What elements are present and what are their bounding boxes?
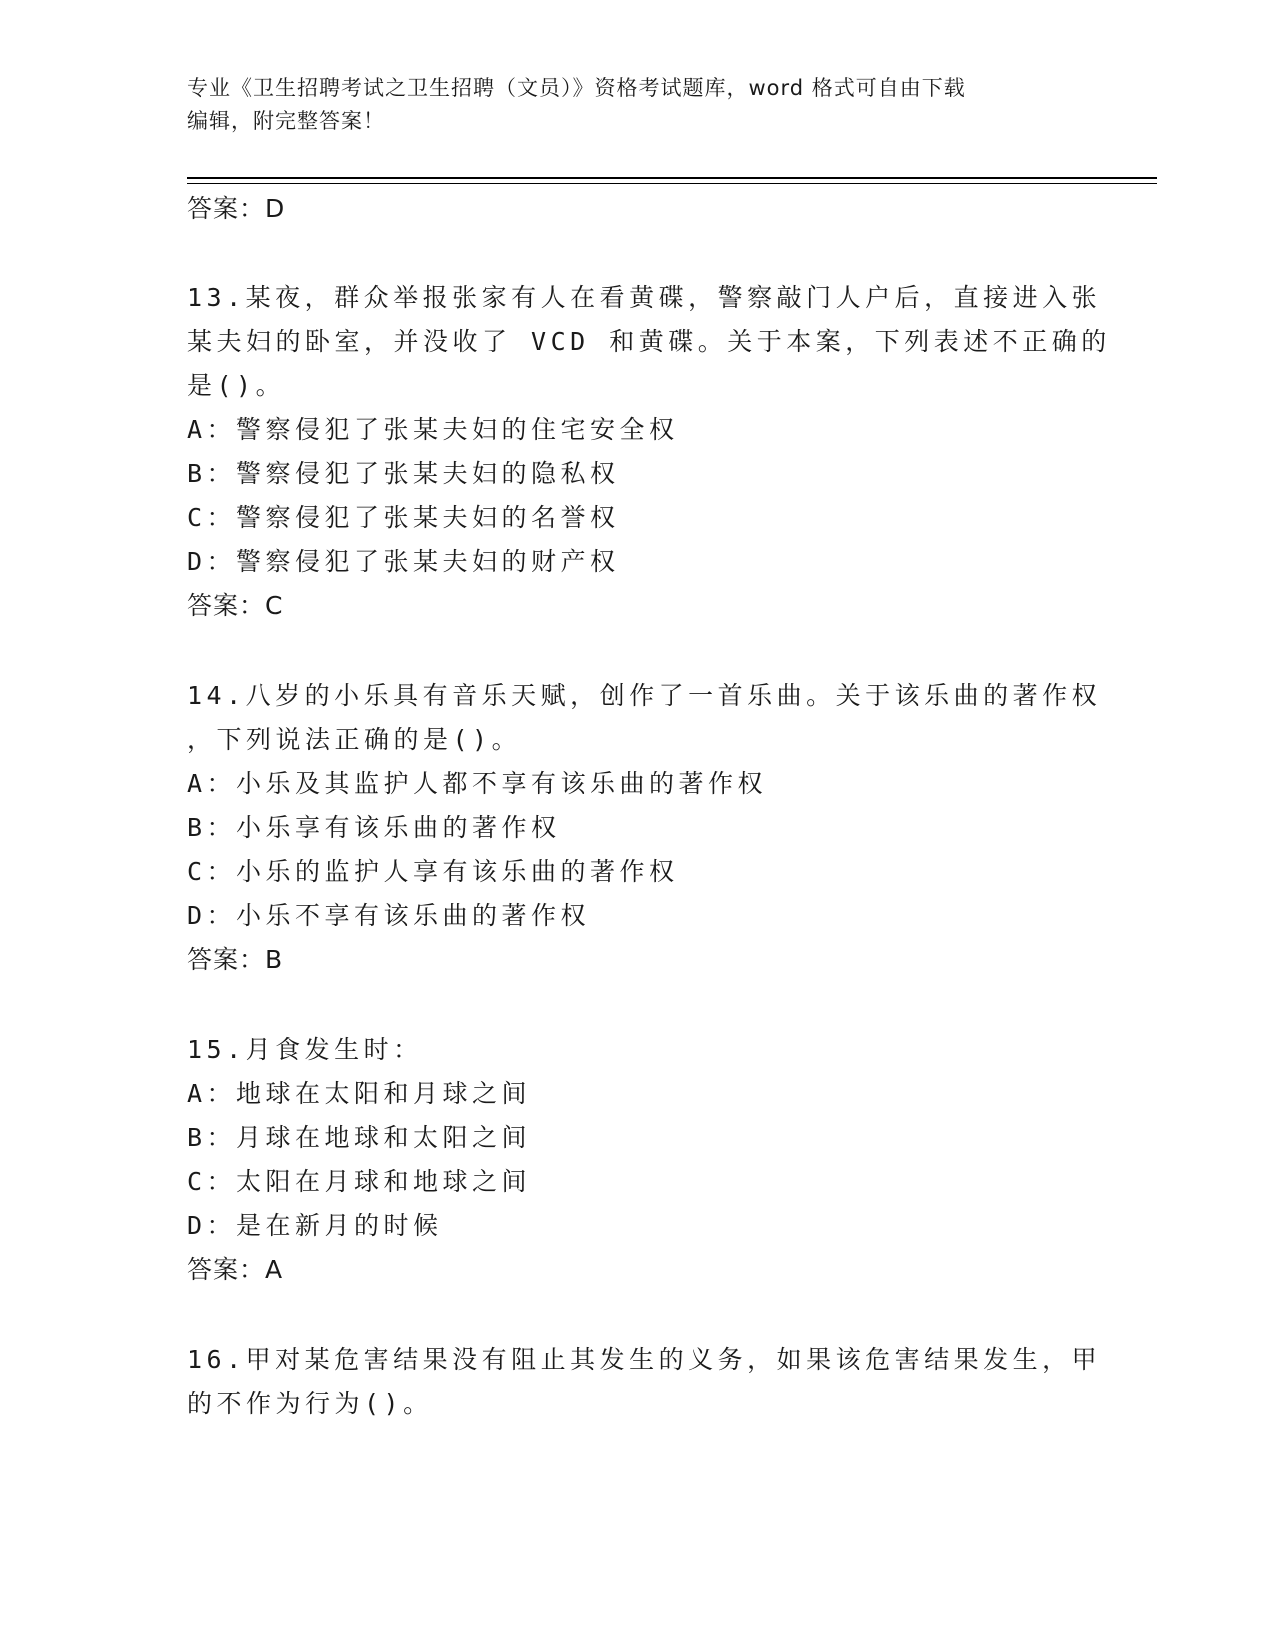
question-16-text-line-2: 的不作为行为()。 (187, 1389, 433, 1418)
question-14-text-line-1: 14.八岁的小乐具有音乐天赋，创作了一首乐曲。关于该乐曲的著作权 (187, 681, 1102, 710)
question-13-option-c: C：警察侵犯了张某夫妇的名誉权 (187, 503, 620, 532)
question-14-text-line-2: ，下列说法正确的是()。 (187, 725, 522, 754)
answer-12: 答案：D (187, 194, 286, 223)
question-13-answer: 答案：C (187, 591, 284, 620)
header-divider-thin (187, 183, 1157, 184)
question-15-option-a: A：地球在太阳和月球之间 (187, 1079, 532, 1108)
document-header (187, 72, 1067, 138)
question-15-option-b: B：月球在地球和太阳之间 (187, 1123, 532, 1152)
question-13-text-line-1: 13.某夜，群众举报张家有人在看黄碟，警察敲门人户后，直接进入张 (187, 283, 1102, 312)
question-13-option-b: B：警察侵犯了张某夫妇的隐私权 (187, 459, 620, 488)
question-16-text-line-1: 16.甲对某危害结果没有阻止其发生的义务，如果该危害结果发生，甲 (187, 1345, 1102, 1374)
header-line-1: 专业《卫生招聘考试之卫生招聘（文员）》资格考试题库，word 格式可自由下载 (187, 76, 966, 100)
question-15-option-c: C：太阳在月球和地球之间 (187, 1167, 532, 1196)
question-13-option-d: D：警察侵犯了张某夫妇的财产权 (187, 547, 620, 576)
question-15-answer: 答案：A (187, 1255, 284, 1284)
question-14-option-d: D：小乐不享有该乐曲的著作权 (187, 901, 591, 930)
question-13-text-line-2: 某夫妇的卧室，并没收了 VCD 和黄碟。关于本案，下列表述不正确的 (187, 327, 1111, 356)
question-15-text-line-1: 15.月食发生时： (187, 1035, 423, 1064)
header-line-2: 编辑，附完整答案！ (187, 109, 385, 133)
question-14-option-a: A：小乐及其监护人都不享有该乐曲的著作权 (187, 769, 768, 798)
header-divider-thick (187, 177, 1157, 179)
question-13-text-line-3: 是()。 (187, 371, 286, 400)
question-15-option-d: D：是在新月的时候 (187, 1211, 443, 1240)
question-14-option-c: C：小乐的监护人享有该乐曲的著作权 (187, 857, 679, 886)
question-14-option-b: B：小乐享有该乐曲的著作权 (187, 813, 561, 842)
question-13-option-a: A：警察侵犯了张某夫妇的住宅安全权 (187, 415, 679, 444)
question-14-answer: 答案：B (187, 945, 284, 974)
